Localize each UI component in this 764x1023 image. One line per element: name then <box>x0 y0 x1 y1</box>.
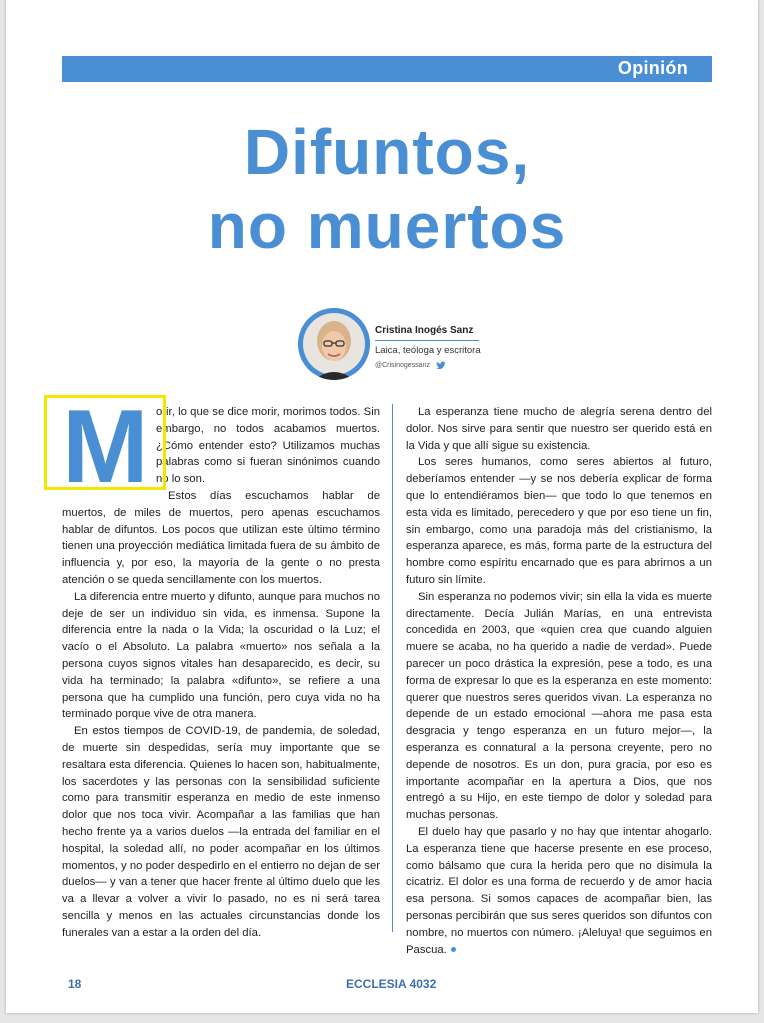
section-label: Opinión <box>617 58 688 78</box>
author-name: Cristina Inogés Sanz <box>375 325 474 336</box>
drop-cap-highlight-box <box>44 389 166 505</box>
paragraph: La diferencia entre muerto y difunto, aunque para muchos no deje de ser un individuo sin vida, es inmensa. Supone la diferencia entre la nada o la Vida; la oscuridad o la Luz; el vacío o el Absoluto. La palabra «muerto» nos señala a la persona cuyos signos vitales han desaparecido, es decir, su vida ha terminado; la palabra «difunto», se refiere a una persona que ha cumplido una función, pero cuya vida no ha terminado porque vive de otra manera. <box>62 590 380 721</box>
paragraph: Morir, lo que se dice morir, morimos todos. Sin embargo, no todos acabamos muertos. ¿Cómo entender esto? Utilizamos muchas palabras como si fueran sinónimos cuando no lo son. <box>62 389 380 505</box>
paragraph: En estos tiempos de COVID-19, de pandemia, de soledad, de muerte sin despedidas, sería muy importante que se resaltara esta diferencia. Quienes lo hacen son, habitualmente, los sacerdotes y las personas con la sensibilidad suficiente como para transmitir esperanza en medio de este inmenso dolor que nos toca vivir. Acompañar a las familias que han hecho frente ya a varios duelos —la entrada del familiar en el hospital, la soledad allí, no poder acompañar en los últimos momentos, y no poder despedirlo en el entierro no dejan de ser duelos— y van a tener que hacer frente al último duelo que les va a llevar a volver a vivir lo pasado, no es ni será tarea sencilla y menos en las actuales circunstancias donde los funerales van a estar a la orden del día. <box>62 725 380 939</box>
drop-cap: M <box>62 389 149 505</box>
magazine-page <box>6 0 758 1013</box>
paragraph: Sin esperanza no podemos vivir; sin ella la vida es muerte directamente. Decía Julián Marías, en una entrevista concedida en 2003, que «quien crea que cuando alguien muere se acaba, no ha querido a nadie de verdad». Puede parecer un poco drástica la expresión, pese a todo, es una forma de expresar lo que es la esperanza en este momento: querer que nuestros seres queridos vivan. La esperanza no depende de un estado emocional —ahora me pasa esta desgracia y tengo esperanza en un futuro mejor—, la esperanza es connatural a la persona creyente, pero no depende de nosotros. Es un don, pura gracia, por eso es importante acompañar en la apertura a Dios, que nos entregó a su Hijo, en este tiempo de dolor y soledad para muchas personas. <box>406 590 712 822</box>
paragraph: El duelo hay que pasarlo y no hay que intentar ahogarlo. La esperanza tiene que hacerse presente en ese proceso, como bálsamo que cura la herida pero que no disimula la cicatriz. El dolor es una forma de recuerdo y de amor hacia esa persona. Si somos capaces de acompañar bien, las personas percibirán que sus seres queridos son difuntos con nombre, no muertos con número. ¡Aleluya! que seguimos en Pascua. <box>406 825 712 956</box>
author-divider <box>375 340 479 341</box>
author-avatar <box>298 308 370 380</box>
author-role: Laica, teóloga y escritora <box>375 345 481 356</box>
column-divider <box>392 404 393 932</box>
article-column-right <box>406 404 712 958</box>
end-of-article-mark <box>451 947 456 952</box>
title-line-1: Difuntos, <box>243 116 531 188</box>
paragraph: La esperanza tiene mucho de alegría serena dentro del dolor. Nos sirve para sentir que nuestro ser querido está en la Vida y que allí sigue su existencia. <box>406 406 712 452</box>
paragraph: Los seres humanos, como seres abiertos al futuro, deberíamos entender —y se nos debería explicar de forma que lo entendiéramos bien— que todo lo que tenemos en esta vida es limitado, perecedero y que por eso tiene un fin, sin embargo, como una paradoja más del cristianismo, la esperanza aparece, es más, forma parte de la estructura del hombre como espíritu encarnado que es para abrirnos a un futuro sin límite. <box>406 456 712 586</box>
magazine-issue-footer: ECCLESIA 4032 <box>346 977 437 991</box>
paragraph: Estos días escuchamos hablar de muertos, de miles de muertos, pero apenas escuchamos hablar de difuntos. Los pocos que utilizan este último término tienen una proyección mediática limitada fuera de su ámbito de influencia y, por eso, la mayoría de la gente o no presta atención o se queda sencillamente con los muertos. <box>62 489 380 586</box>
section-header-bar <box>62 56 712 82</box>
page-number: 18 <box>68 977 82 991</box>
article-title <box>62 115 712 263</box>
author-twitter-handle[interactable]: @Crisinogessanz <box>375 362 430 369</box>
title-line-2: no muertos <box>207 190 567 262</box>
twitter-icon <box>436 361 446 370</box>
